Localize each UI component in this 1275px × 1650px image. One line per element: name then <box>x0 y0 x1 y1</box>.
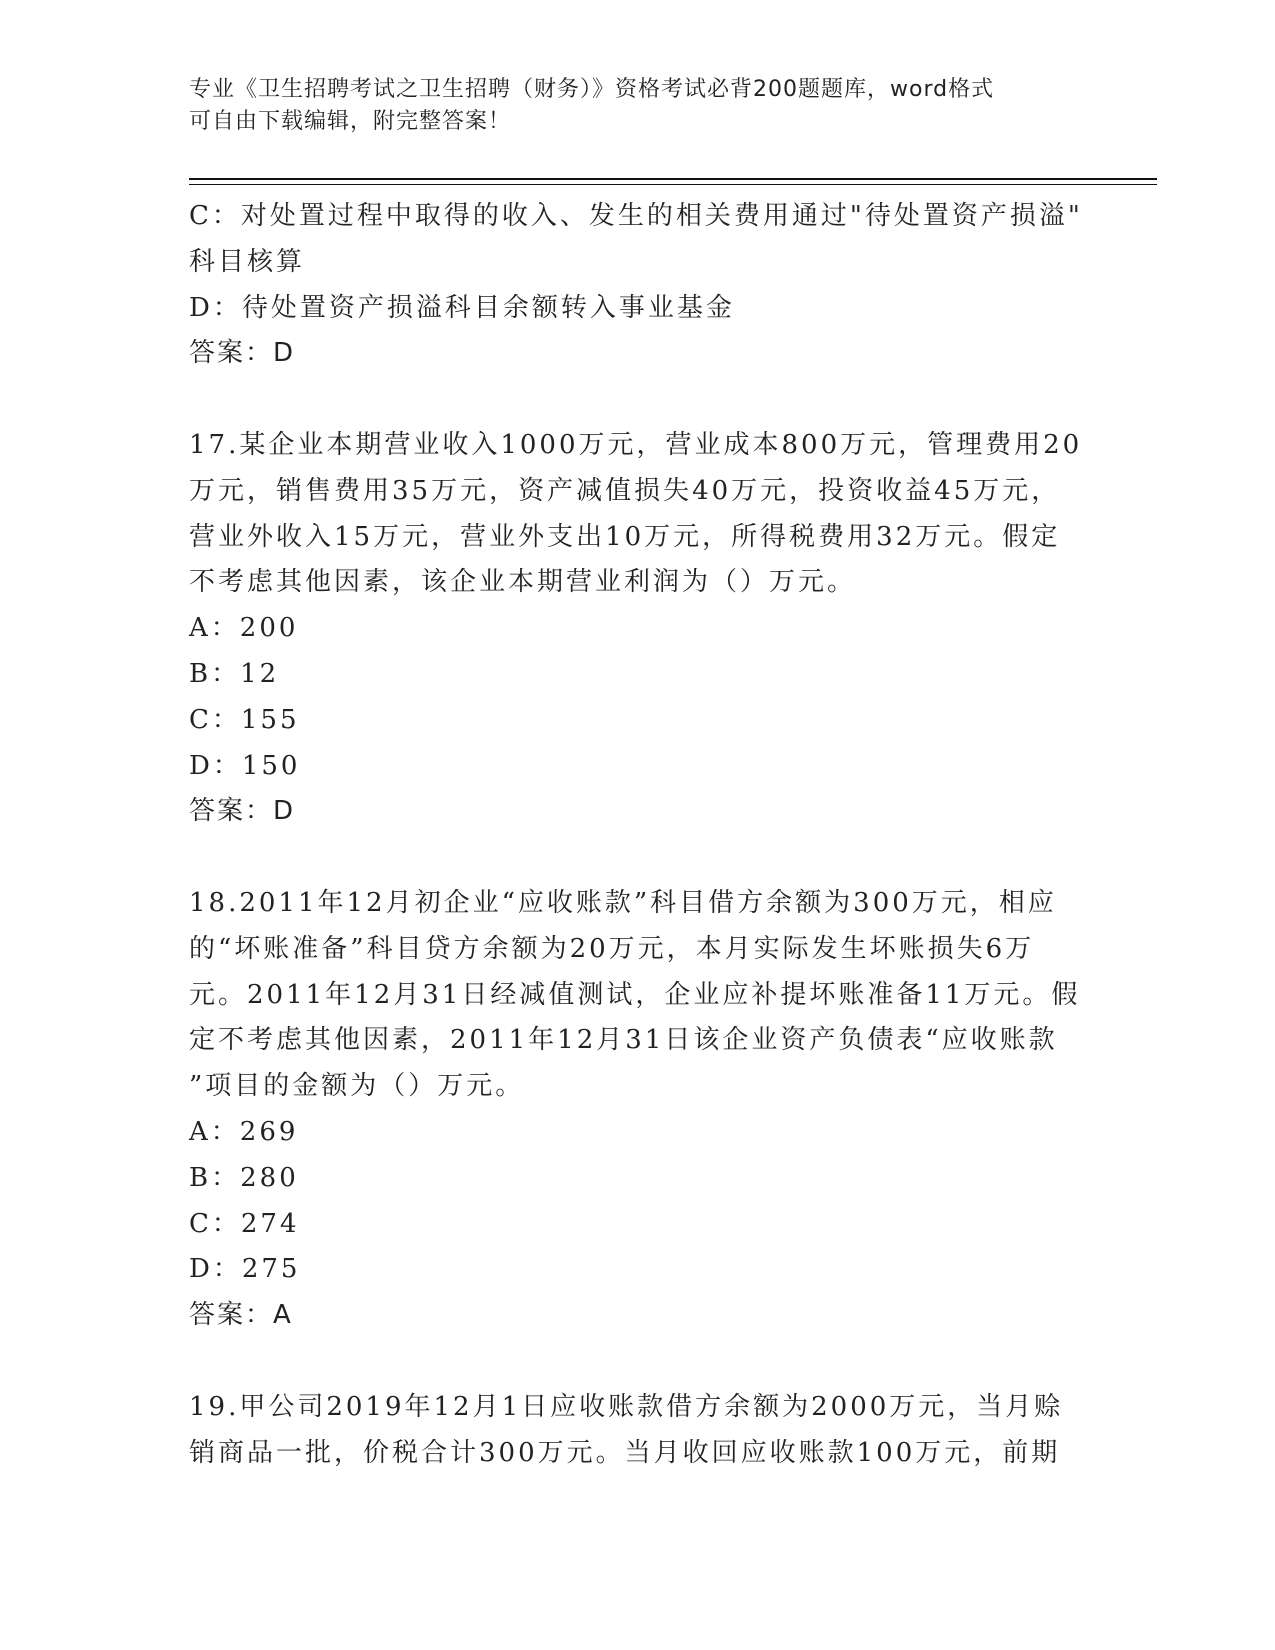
document-header <box>189 74 1089 138</box>
option-b: B：12 <box>189 658 280 689</box>
option-d: D：150 <box>189 750 301 781</box>
spacer <box>189 835 1089 881</box>
question-19 <box>189 1385 1089 1477</box>
question-text-line: 的“坏账准备”科目贷方余额为20万元，本月实际发生坏账损失6万 <box>189 933 1035 964</box>
answer-label: 答案：D <box>189 796 296 827</box>
option-c-continued: 科目核算 <box>189 246 306 277</box>
option-a: A：200 <box>189 613 299 644</box>
question-text-line: 不考虑其他因素，该企业本期营业利润为（）万元。 <box>189 567 857 598</box>
question-18 <box>189 881 1089 1339</box>
answer-label: 答案：A <box>189 1300 293 1331</box>
question-text-line: 销商品一批，价税合计300万元。当月收回应收账款100万元，前期 <box>189 1437 1061 1468</box>
question-17 <box>189 423 1089 835</box>
question-text-line: 定不考虑其他因素，2011年12月31日该企业资产负债表“应收账款 <box>189 1025 1058 1056</box>
option-d: D：待处置资产损溢科目余额转入事业基金 <box>189 292 735 323</box>
spacer <box>189 1339 1089 1385</box>
option-c: C：274 <box>189 1208 300 1239</box>
option-a: A：269 <box>189 1116 299 1147</box>
question-text-line: 19.甲公司2019年12月1日应收账款借方余额为2000万元，当月赊 <box>189 1391 1064 1422</box>
option-c: C：对处置过程中取得的收入、发生的相关费用通过"待处置资产损溢" <box>189 201 1083 231</box>
question-text-line: 万元，销售费用35万元，资产减值损失40万元，投资收益45万元， <box>189 475 1061 506</box>
header-title-line-1: 专业《卫生招聘考试之卫生招聘（财务）》资格考试必背200题题库，word格式 <box>189 77 995 102</box>
question-text-line: 17.某企业本期营业收入1000万元，营业成本800万元，管理费用20 <box>189 429 1083 460</box>
question-text-line: ”项目的金额为（）万元。 <box>189 1071 525 1102</box>
document-body <box>189 194 1089 1476</box>
option-b: B：280 <box>189 1162 299 1193</box>
option-d: D：275 <box>189 1254 301 1285</box>
answer-label: 答案：D <box>189 338 296 369</box>
question-text-line: 营业外收入15万元，营业外支出10万元，所得税费用32万元。假定 <box>189 521 1061 552</box>
question-text-line: 18.2011年12月初企业“应收账款”科目借方余额为300万元，相应 <box>189 887 1057 918</box>
spacer <box>189 377 1089 423</box>
header-divider-thick <box>189 178 1157 180</box>
option-c: C：155 <box>189 704 300 735</box>
header-divider-thin <box>189 184 1157 185</box>
question-text-line: 元。2011年12月31日经减值测试，企业应补提坏账准备11万元。假 <box>189 979 1081 1010</box>
header-title-line-2: 可自由下载编辑，附完整答案！ <box>189 109 512 134</box>
